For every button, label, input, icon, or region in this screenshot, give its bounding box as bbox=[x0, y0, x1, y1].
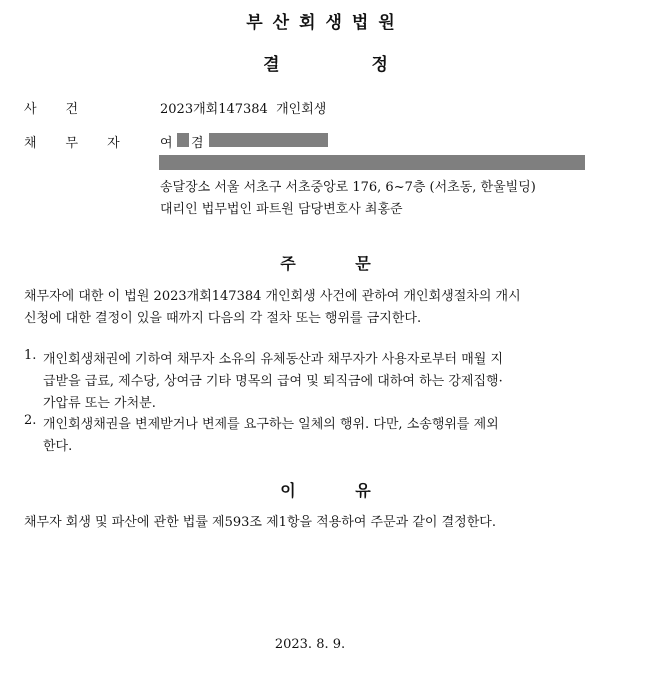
case-type: 개인회생 bbox=[276, 102, 327, 117]
decision-date: 2023. 8. 9. bbox=[274, 637, 346, 652]
order-paragraph-line-1: 채무자에 대한 이 법원 2023개회147384 개인회생 사건에 관하여 개인회생절차의 개시 bbox=[24, 289, 521, 304]
representative: 대리인 법무법인 파트원 담당변호사 최홍준 bbox=[160, 202, 403, 217]
order-paragraph-line-2: 신청에 대한 결정이 있을 때까지 다음의 각 절차 또는 행위를 금지한다. bbox=[24, 311, 422, 326]
order-item-1-number: 1. bbox=[24, 348, 37, 363]
order-item-2-line-1: 개인회생채권을 변제받거나 변제를 요구하는 일체의 행위. 다만, 소송행위를 제외 bbox=[43, 417, 499, 432]
debtor-name-last: 겸 bbox=[191, 136, 204, 151]
debtor-address-redaction bbox=[159, 155, 585, 170]
reason-heading: 이 유 bbox=[280, 481, 371, 500]
debtor-id-redaction bbox=[209, 133, 328, 147]
debtor-name-redaction bbox=[177, 133, 189, 147]
service-address: 송달장소 서울 서초구 서초중앙로 176, 6~7층 (서초동, 한울빌딩) bbox=[160, 180, 536, 195]
case-number-value: 2023개회147384 bbox=[160, 102, 268, 117]
order-item-1-line-3: 가압류 또는 가처분. bbox=[43, 396, 156, 411]
debtor-name-first: 여 bbox=[160, 136, 173, 151]
debtor-label: 채무자 bbox=[24, 136, 149, 151]
case-label: 사건 bbox=[24, 102, 108, 117]
order-item-1-line-2: 급받을 급료, 제수당, 상여금 기타 명목의 급여 및 퇴직금에 대하여 하는 강제집행· bbox=[43, 374, 503, 389]
document-type: 결 정 bbox=[263, 55, 388, 75]
order-item-2-number: 2. bbox=[24, 413, 37, 428]
reason-text: 채무자 회생 및 파산에 관한 법률 제593조 제1항을 적용하여 주문과 같이 결정한다. bbox=[24, 515, 496, 530]
court-name: 부산회생법원 bbox=[246, 13, 405, 33]
order-heading: 주 문 bbox=[280, 254, 371, 273]
order-item-2-line-2: 한다. bbox=[43, 439, 73, 454]
case-number bbox=[160, 98, 326, 117]
order-item-1-line-1: 개인회생채권에 기하여 채무자 소유의 유체동산과 채무자가 사용자로부터 매월 지 bbox=[43, 352, 504, 367]
